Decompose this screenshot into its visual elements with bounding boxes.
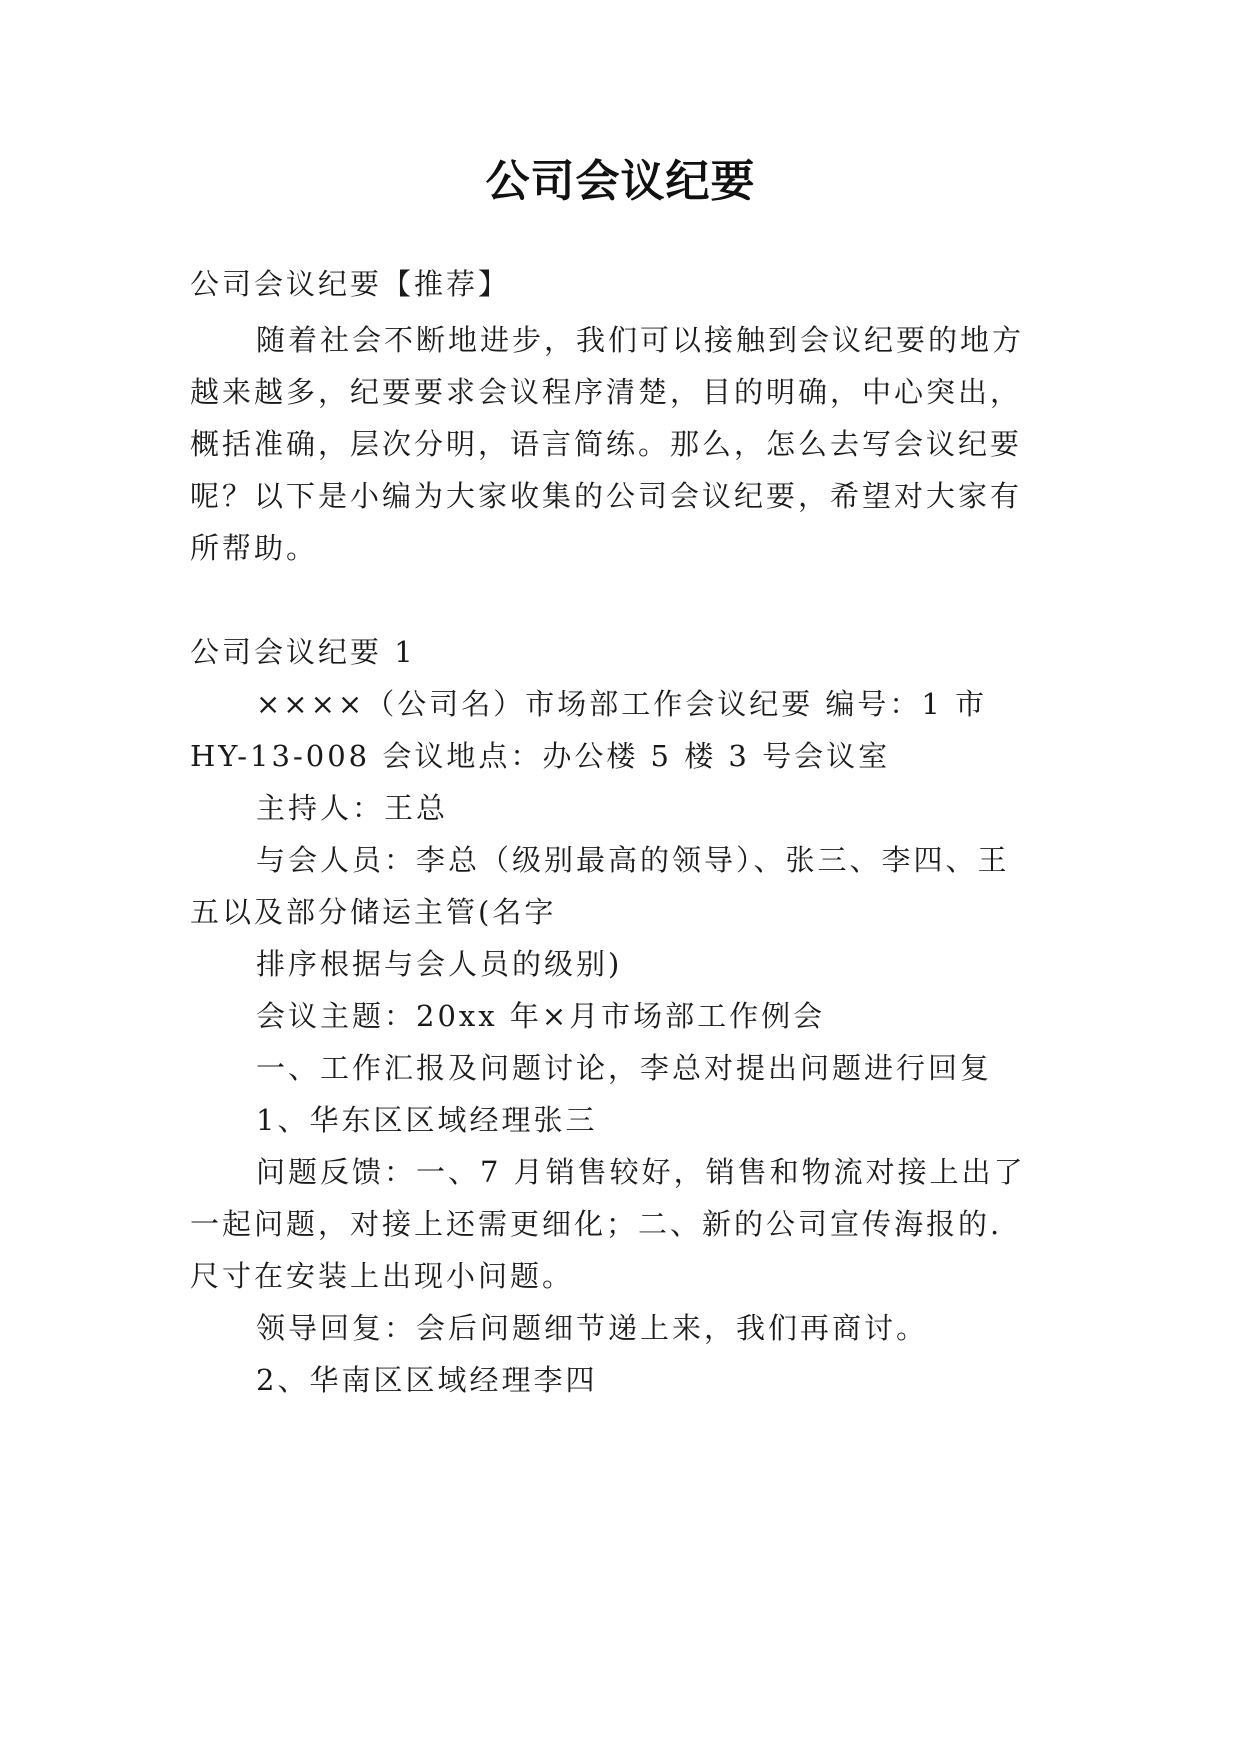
- body-line: 领导回复：会后问题细节递上来，我们再商讨。: [256, 1311, 929, 1345]
- intro-line: 呢？以下是小编为大家收集的公司会议纪要，希望对大家有: [190, 479, 1023, 513]
- intro-line: 所帮助。: [190, 531, 319, 565]
- body-line: HY-13-008 会议地点：办公楼 5 楼 3 号会议室: [190, 739, 891, 773]
- intro-line: 随着社会不断地进步，我们可以接触到会议纪要的地方: [256, 323, 1025, 357]
- intro-line: 越来越多，纪要要求会议程序清楚，目的明确，中心突出，: [190, 375, 1023, 409]
- body-line: 与会人员：李总（级别最高的领导）、张三、李四、王: [256, 843, 1010, 877]
- body-line: 五以及部分储运主管(名字: [190, 895, 557, 929]
- section-heading: 公司会议纪要 1: [190, 635, 416, 669]
- body-line: 会议主题：20xx 年×月市场部工作例会: [256, 999, 826, 1033]
- body-line: 尺寸在安装上出现小问题。: [190, 1259, 575, 1293]
- body-line: 主持人：王总: [256, 791, 449, 825]
- body-line: 1、华东区区域经理张三: [256, 1103, 598, 1137]
- intro-line: 概括准确，层次分明，语言简练。那么，怎么去写会议纪要: [190, 427, 1023, 461]
- body-line: 问题反馈：一、7 月销售较好，销售和物流对接上出了: [256, 1155, 1026, 1189]
- document-subtitle: 公司会议纪要【推荐】: [190, 267, 511, 301]
- body-line: 一起问题，对接上还需更细化；二、新的公司宣传海报的.: [190, 1207, 1003, 1241]
- body-line: 一、工作汇报及问题讨论，李总对提出问题进行回复: [256, 1051, 993, 1085]
- body-line: 2、华南区区域经理李四: [256, 1363, 598, 1397]
- document-title: 公司会议纪要: [485, 156, 756, 207]
- body-line: 排序根据与会人员的级别): [256, 947, 623, 981]
- body-line: ××××（公司名）市场部工作会议纪要 编号：1 市: [256, 687, 988, 721]
